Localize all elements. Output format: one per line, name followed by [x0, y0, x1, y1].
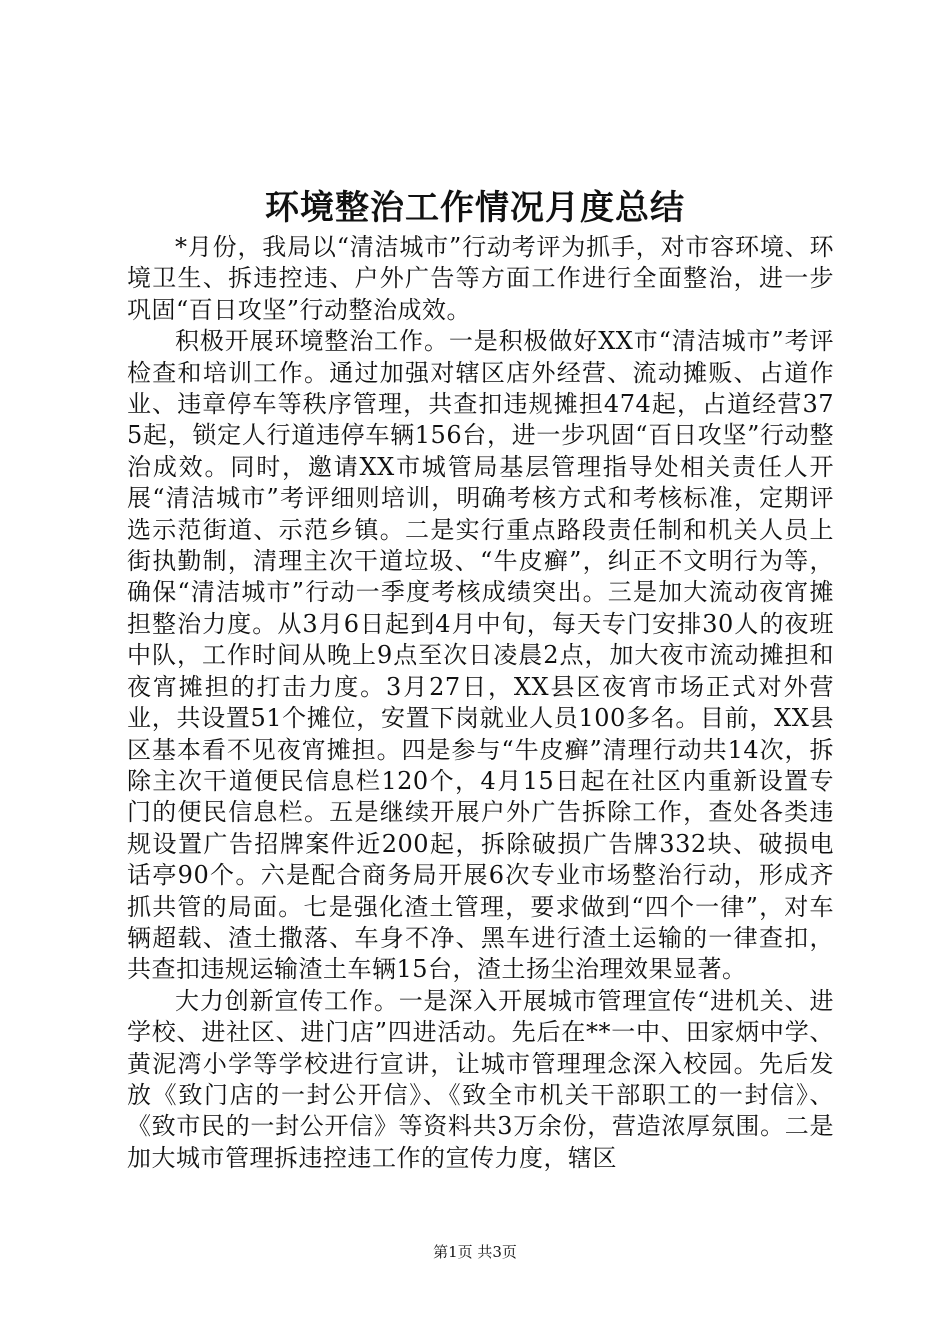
document-body [127, 232, 834, 1174]
page-footer: 第1页 共3页 [433, 1243, 517, 1261]
document-title: 环境整治工作情况月度总结 [265, 188, 685, 228]
paragraph-environment-rectification: 积极开展环境整治工作。一是积极做好XX市“清洁城市”考评检查和培训工作。通过加强对辖区店外经营、流动摊贩、占道作业、违章停车等秩序管理，共查扣违规摊担474起，占道经营375起，锁定人行道违停车辆156台，进一步巩固“百日攻坚”行动整治成效。同时，邀请XX市城管局基层管理指导处相关责任人开展“清洁城市”考评细则培训，明确考核方式和考核标准，定期评选示范街道、示范乡镇。二是实行重点路段责任制和机关人员上街执勤制，清理主次干道垃圾、“牛皮癣”，纠正不文明行为等，确保“清洁城市”行动一季度考核成绩突出。三是加大流动夜宵摊担整治力度。从3月6日起到4月中旬，每天专门安排30人的夜班中队，工作时间从晚上9点至次日凌晨2点，加大夜市流动摊担和夜宵摊担的打击力度。3月27日，XX县区夜宵市场正式对外营业，共设置51个摊位，安置下岗就业人员100多名。目前，XX县区基本看不见夜宵摊担。四是参与“牛皮癣”清理行动共14次，拆除主次干道便民信息栏120个，4月15日起在社区内重新设置专门的便民信息栏。五是继续开展户外广告拆除工作，查处各类违规设置广告招牌案件近200起，拆除破损广告牌332块、破损电话亭90个。六是配合商务局开展6次专业市场整治行动，形成齐抓共管的局面。七是强化渣土管理，要求做到“四个一律”，对车辆超载、渣土撒落、车身不净、黑车进行渣土运输的一律查扣，共查扣违规运输渣土车辆15台，渣土扬尘治理效果显著。 [127, 327, 834, 984]
paragraph-intro: *月份，我局以“清洁城市”行动考评为抓手，对市容环境、环境卫生、拆违控违、户外广告等方面工作进行全面整治，进一步巩固“百日攻坚”行动整治成效。 [127, 233, 834, 324]
paragraph-publicity-work: 大力创新宣传工作。一是深入开展城市管理宣传“进机关、进学校、进社区、进门店”四进活动。先后在**一中、田家炳中学、黄泥湾小学等学校进行宣讲，让城市管理理念深入校园。先后发放《致门店的一封公开信》、《致全市机关干部职工的一封信》、《致市民的一封公开信》等资料共3万余份，营造浓厚氛围。二是加大城市管理拆违控违工作的宣传力度，辖区 [127, 986, 834, 1172]
